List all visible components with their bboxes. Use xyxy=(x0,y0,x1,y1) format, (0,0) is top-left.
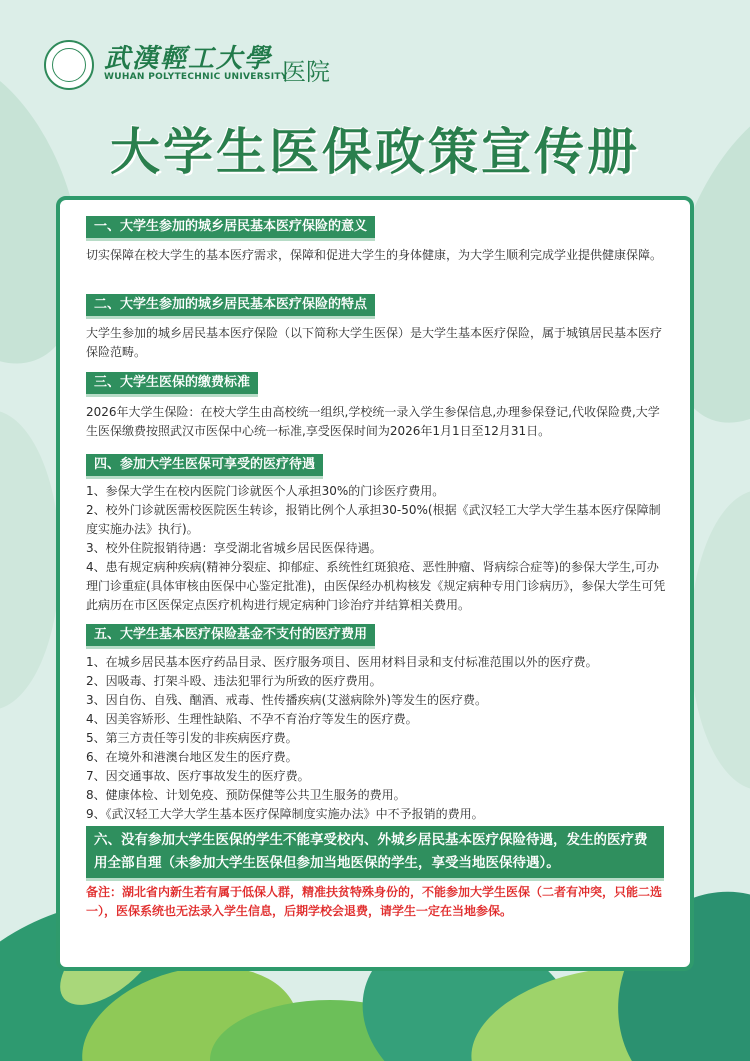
header xyxy=(0,0,750,100)
list-item: 1、在城乡居民基本医疗药品目录、医疗服务项目、医用材料目录和支付标准范围以外的医疗费。 xyxy=(86,655,598,669)
list-item: 3、因自伤、自残、酗酒、戒毒、性传播疾病(艾滋病除外)等发生的医疗费。 xyxy=(86,693,488,707)
list-item: 8、健康体检、计划免疫、预防保健等公共卫生服务的费用。 xyxy=(86,788,406,802)
section-6-heading: 六、没有参加大学生医保的学生不能享受校内、外城乡居民基本医疗保险待遇，发生的医疗费用全部自理（未参加大学生医保但参加当地医保的学生，享受当地医保待遇）。 xyxy=(86,826,664,881)
university-name-cn: 武漢輕工大學 xyxy=(104,44,273,74)
list-item: 7、因交通事故、医疗事故发生的医疗费。 xyxy=(86,769,310,783)
section-4-heading: 四、参加大学生医保可享受的医疗待遇 xyxy=(86,454,323,479)
university-name-en: WUHAN POLYTECHNIC UNIVERSITY xyxy=(104,72,288,82)
university-seal-logo xyxy=(44,40,94,90)
section-2-heading: 二、大学生参加的城乡居民基本医疗保险的特点 xyxy=(86,294,375,319)
page-title: 大学生医保政策宣传册 xyxy=(110,123,640,181)
hospital-label: 医院 xyxy=(282,58,330,86)
list-item: 4、因美容矫形、生理性缺陷、不孕不育治疗等发生的医疗费。 xyxy=(86,712,418,726)
section-3-body: 2026年大学生保险：在校大学生由高校统一组织,学校统一录入学生参保信息,办理参保登记,代收保险费,大学生医保缴费按照武汉市医保中心统一标准,享受医保时间为2026年1月1日至12月31日。 xyxy=(86,405,660,438)
list-item: 6、在境外和港澳台地区发生的医疗费。 xyxy=(86,750,298,764)
section-3-heading: 三、大学生医保的缴费标准 xyxy=(86,372,258,397)
section-5-list xyxy=(86,653,666,824)
list-item: 2、校外门诊就医需校医院医生转诊，报销比例个人承担30-50%(根据《武汉轻工大学大学生基本医疗保障制度实施办法》执行)。 xyxy=(86,503,661,536)
list-item: 5、第三方责任等引发的非疾病医疗费。 xyxy=(86,731,298,745)
list-item: 3、校外住院报销待遇：享受湖北省城乡居民医保待遇。 xyxy=(86,541,382,555)
section-5-heading: 五、大学生基本医疗保险基金不支付的医疗费用 xyxy=(86,624,375,649)
section-1-heading: 一、大学生参加的城乡居民基本医疗保险的意义 xyxy=(86,216,375,241)
note-text: 备注：湖北省内新生若有属于低保人群，精准扶贫特殊身份的，不能参加大学生医保（二者有冲突，只能二选一），医保系统也无法录入学生信息，后期学校会退费，请学生一定在当地参保。 xyxy=(86,885,663,918)
section-1-body: 切实保障在校大学生的基本医疗需求，保障和促进大学生的身体健康，为大学生顺利完成学业提供健康保障。 xyxy=(86,248,663,262)
list-item: 9、《武汉轻工大学大学生基本医疗保障制度实施办法》中不予报销的费用。 xyxy=(86,807,484,821)
list-item: 4、患有规定病种疾病(精神分裂症、抑郁症、系统性红斑狼疮、恶性肿瘤、肾病综合症等)的参保大学生,可办理门诊重症(具体审核由医保中心鉴定批准)，由医保经办机构核发《规定病种专用门诊病历》，参保大学生可凭此病历在市区医保定点医疗机构进行规定病种门诊治疗并结算相关费用。 xyxy=(86,560,666,612)
list-item: 1、参保大学生在校内医院门诊就医个人承担30%的门诊医疗费用。 xyxy=(86,484,445,498)
section-2-body: 大学生参加的城乡居民基本医疗保险（以下简称大学生医保）是大学生基本医疗保险，属于城镇居民基本医疗保险范畴。 xyxy=(86,326,663,359)
list-item: 2、因吸毒、打架斗殴、违法犯罪行为所致的医疗费用。 xyxy=(86,674,382,688)
section-4-list xyxy=(86,482,666,615)
